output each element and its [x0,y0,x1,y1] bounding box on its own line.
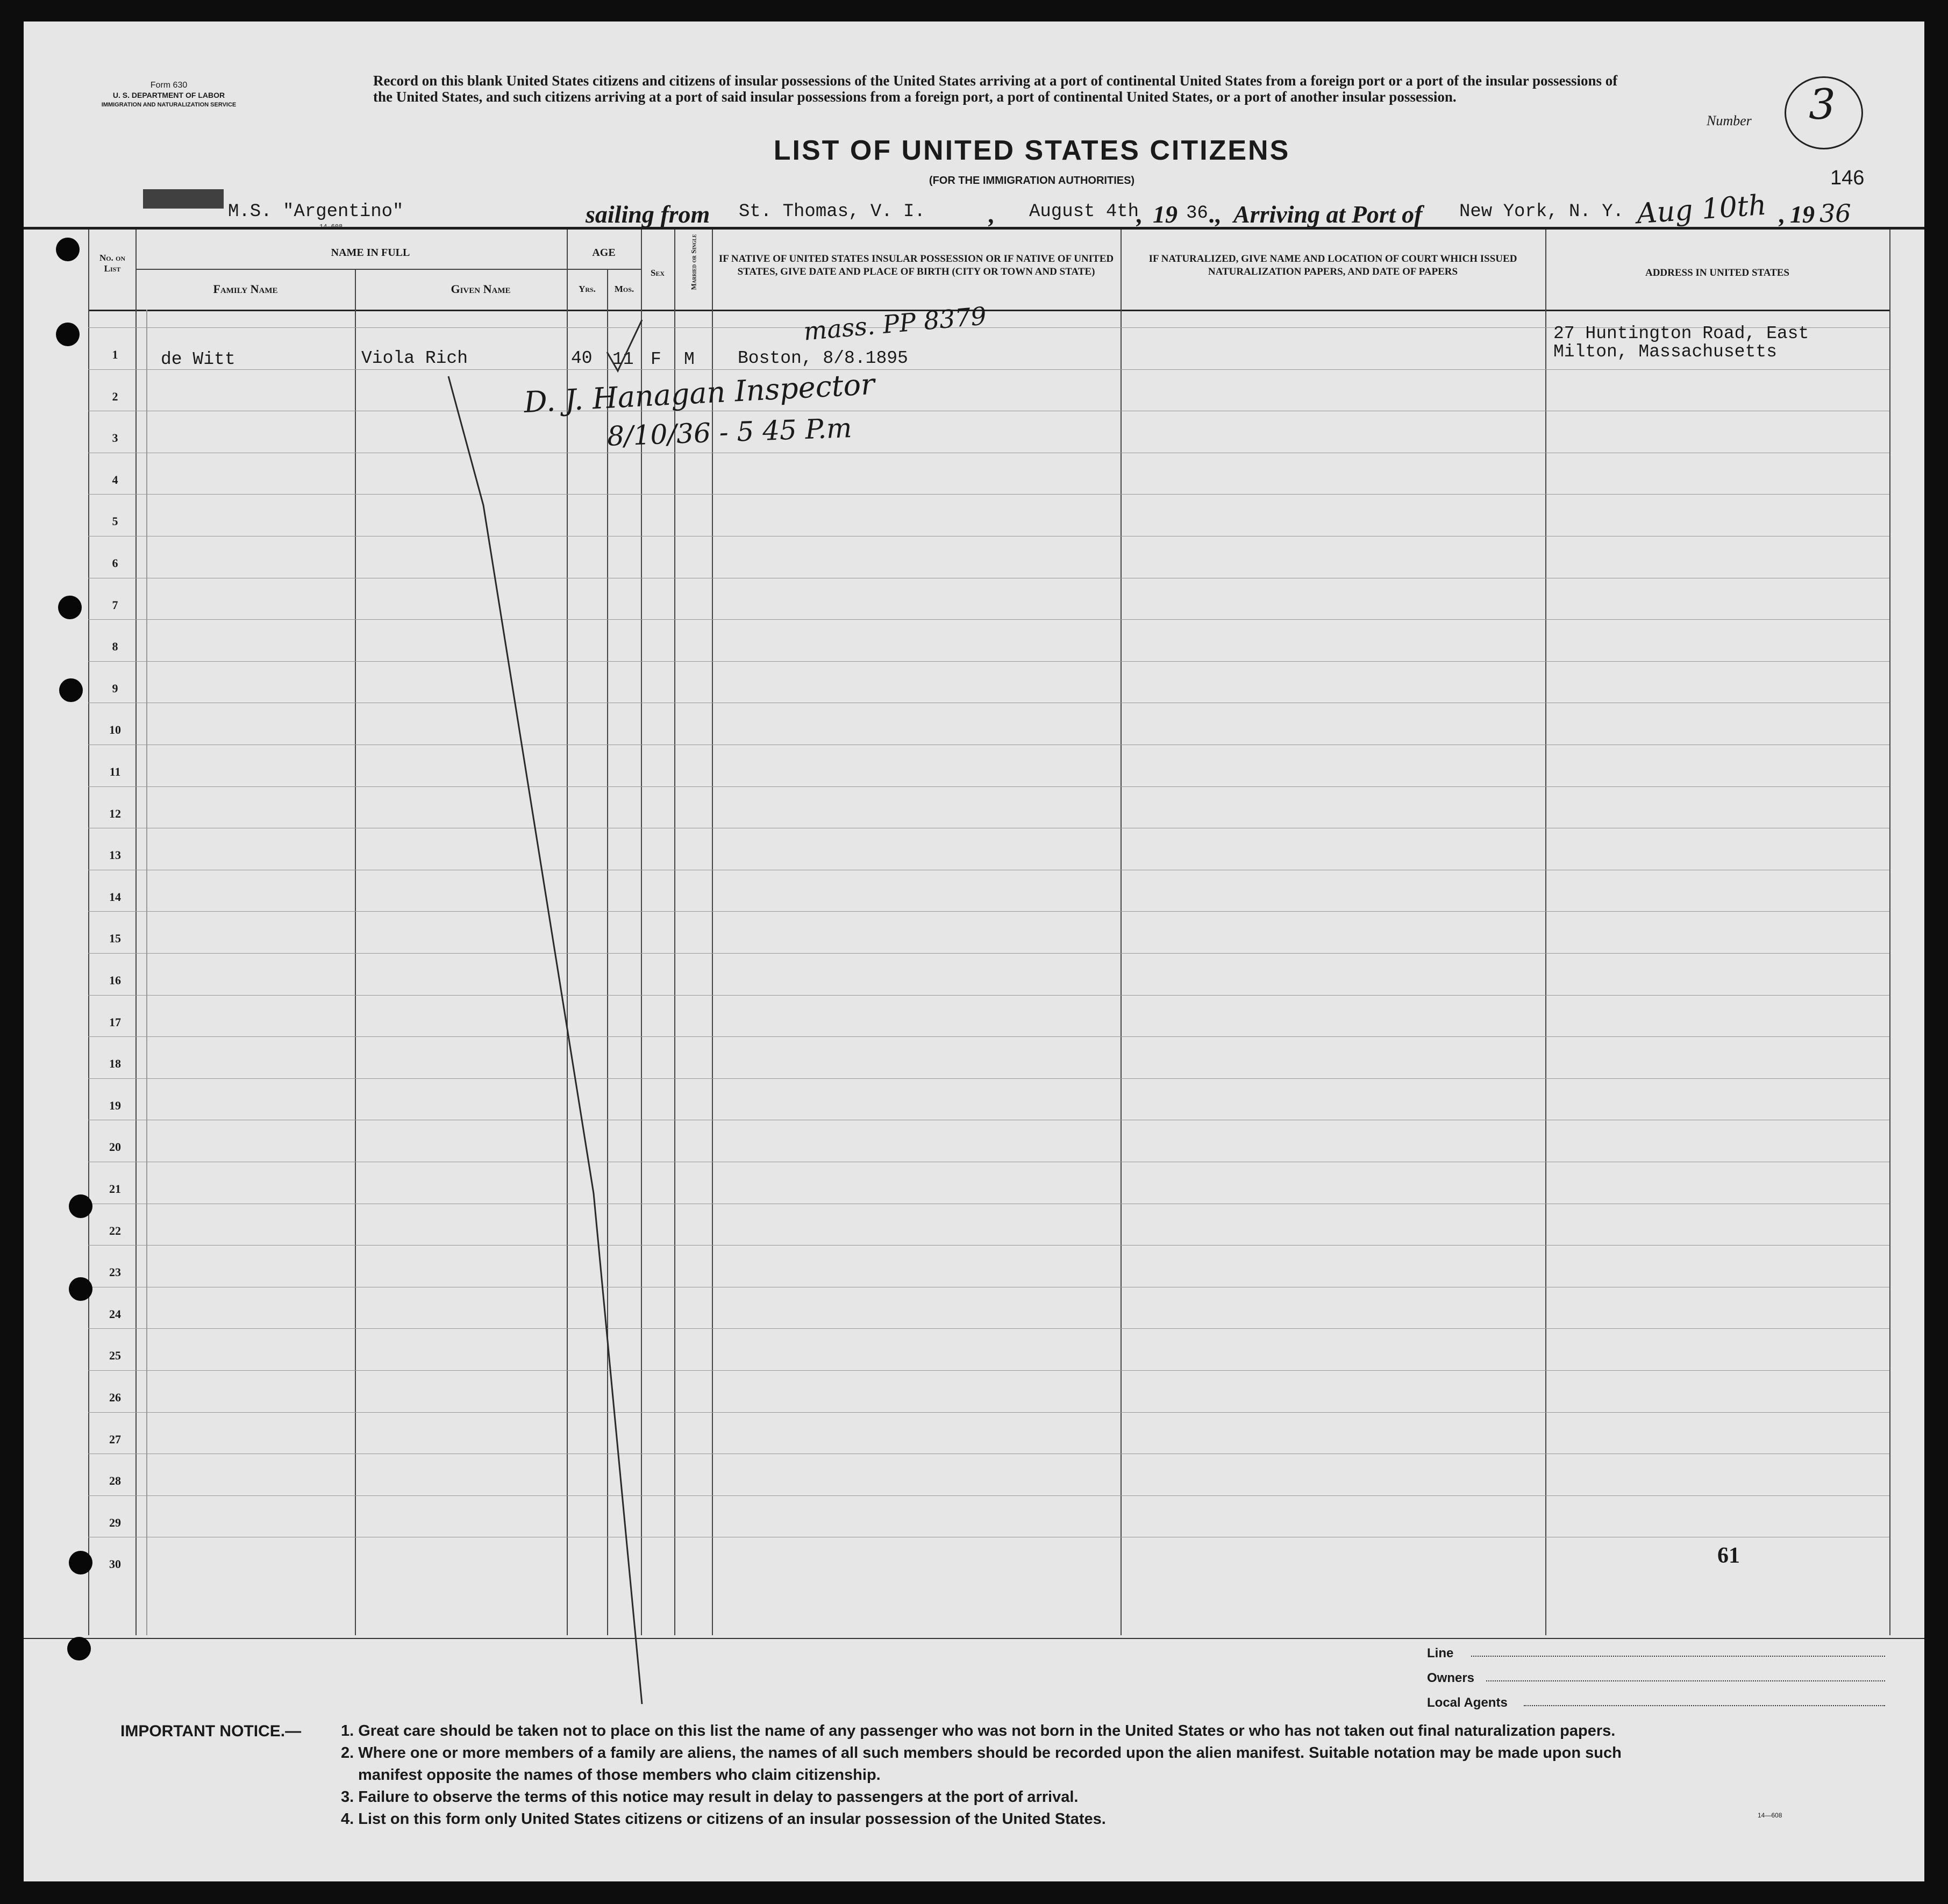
notice-item-2b: manifest opposite the names of those members who claim citizenship. [358,1766,881,1784]
header-yrs: Yrs. [579,284,596,294]
record-note: Record on this blank United States citizens and citizens of insular possessions of the United States arriving at a port of continental United States from a foreign port or a port of the insular possessions of the United States, and such citizens arriving at a port of said insular possessions from a foreign port, a port of continental United States, or a port of another insular possession. [373,73,1618,105]
manifest-sheet [24,22,1924,1881]
row-number: 27 [109,1432,121,1446]
header-birth: IF NATIVE OF UNITED STATES INSULAR POSSESSION OR IF NATIVE OF UNITED STATES, GIVE DATE AND PLACE OF BIRTH (CITY OR TOWN AND STATE) [718,253,1114,277]
form-number: Form 630 [150,81,188,90]
department: U. S. DEPARTMENT OF LABOR [112,91,225,99]
arrival-date: Aug 10th [1636,189,1768,231]
passport-note: mass. PP 8379 [802,301,988,346]
row-number: 3 [112,431,118,445]
punch-hole [56,238,80,261]
passenger-marital: M [684,349,695,369]
row-number: 11 [109,765,121,778]
passenger-family-name: de Witt [161,349,236,369]
page-title: LIST OF UNITED STATES CITIZENS [773,135,1290,166]
check-mark [607,320,642,371]
row-number: 29 [109,1515,121,1529]
passenger-address-line1: 27 Huntington Road, East [1553,324,1809,343]
agents-local: Local Agents [1427,1695,1508,1710]
comma: , [1137,201,1143,228]
pen-strokes [24,22,1924,1881]
comma: , [1779,201,1786,228]
arrival-year-prefix: 19 [1790,201,1815,228]
notice-item-3: 3. Failure to observe the terms of this notice may result in delay to passengers at the port of arrival. [341,1788,1079,1806]
number-label: Number [1707,113,1752,128]
passenger-address-line2: Milton, Massachusetts [1553,342,1777,362]
from-port: St. Thomas, V. I. [739,202,925,222]
row-number: 9 [112,681,118,695]
arriving-label: Arriving at Port of [1233,201,1423,228]
punch-hole [58,596,82,619]
notice-item-1: 1. Great care should be taken not to place on this list the name of any passenger who was not born in the United States or who has not taken out final naturalization papers. [341,1722,1616,1740]
line-dots [1471,1656,1885,1657]
inspector-signature: D. J. Hanagan Inspector [523,367,876,420]
row-number: 6 [112,556,118,570]
punch-hole [69,1277,92,1301]
row-number: 14 [109,890,121,904]
row-number: 1 [112,348,118,361]
row-number: 15 [109,932,121,946]
row-number: 10 [109,723,121,737]
sail-date: August 4th [1029,202,1139,222]
row-number: 8 [112,640,118,654]
row-number: 19 [109,1098,121,1112]
row-number: 21 [109,1182,121,1196]
service: IMMIGRATION AND NATURALIZATION SERVICE [101,102,237,108]
header-mos: Mos. [614,284,634,294]
punch-hole [67,1637,91,1660]
agents-owners: Owners [1427,1671,1475,1685]
corner-number: 61 [1717,1543,1740,1568]
page-number: 146 [1830,167,1865,189]
punch-hole [69,1194,92,1218]
row-number: 23 [109,1265,121,1279]
sailing-label: sailing from [586,201,710,228]
arrival-port: New York, N. Y. [1459,202,1624,222]
row-number: 13 [109,848,121,862]
row-number: 20 [109,1140,121,1154]
row-number: 18 [109,1057,121,1071]
print-line: 14—608 [319,223,343,231]
vessel-name: M.S. "Argentino" [228,202,404,222]
arrival-year: 36 [1819,199,1851,228]
row-number: 30 [109,1557,121,1571]
header-name-in-full: NAME IN FULL [331,247,410,259]
punch-hole [59,678,83,702]
notice-item-4: 4. List on this form only United States citizens or citizens of an insular possession of the United States. [341,1810,1106,1828]
notice-item-2a: 2. Where one or more members of a family are aliens, the names of all such members should be recorded upon the alien manifest. Suitable notation may be made upon such [341,1744,1622,1762]
row-number: 16 [109,974,121,987]
comma: , [989,201,995,228]
vertical-pen-stroke [448,376,642,1704]
row-number: 7 [112,598,118,612]
punch-hole [69,1551,92,1574]
header-married-single: Married or Single [689,234,698,290]
year-prefix: 19 [1153,201,1178,228]
punch-hole [56,323,80,346]
row-number: 24 [109,1307,121,1321]
agents-line: Line [1427,1646,1454,1660]
header-no-on-list: No. on List [99,253,126,274]
inspector-date: 8/10/36 - 5 45 P.m [606,412,853,452]
header-given-name: Given Name [451,282,511,296]
notice-heading: IMPORTANT NOTICE.— [120,1722,302,1740]
row-number: 22 [109,1223,121,1237]
row-number: 4 [112,473,118,486]
row-number: 5 [112,514,118,528]
row-number: 12 [109,806,121,820]
number-value: 3 [1809,81,1836,129]
passenger-given-name: Viola Rich [361,348,468,368]
passenger-sex: F [651,349,661,369]
row-number: 25 [109,1349,121,1363]
header-naturalized: IF NATURALIZED, GIVE NAME AND LOCATION OF COURT WHICH ISSUED NATURALIZATION PAPERS, AND DATE OF PAPERS [1148,253,1517,277]
row-number: 26 [109,1391,121,1404]
footer-code: 14—608 [1758,1812,1782,1819]
row-number: 28 [109,1474,121,1488]
header-address: ADDRESS IN UNITED STATES [1645,267,1789,278]
header-family-name: Family Name [213,282,278,296]
owners-dots [1486,1680,1885,1681]
comma: ., [1209,201,1222,228]
local-dots [1524,1705,1885,1706]
sail-year: 36 [1186,203,1208,224]
header-age: AGE [592,247,616,259]
passenger-age-months: 11 [612,349,634,369]
row-number: 17 [109,1015,121,1029]
passenger-age-years: 40 [571,348,593,368]
page-subtitle: (FOR THE IMMIGRATION AUTHORITIES) [929,175,1135,187]
header-sex: Sex [650,268,665,278]
passenger-birth: Boston, 8/8.1895 [738,348,908,368]
row-number: 2 [112,389,118,403]
